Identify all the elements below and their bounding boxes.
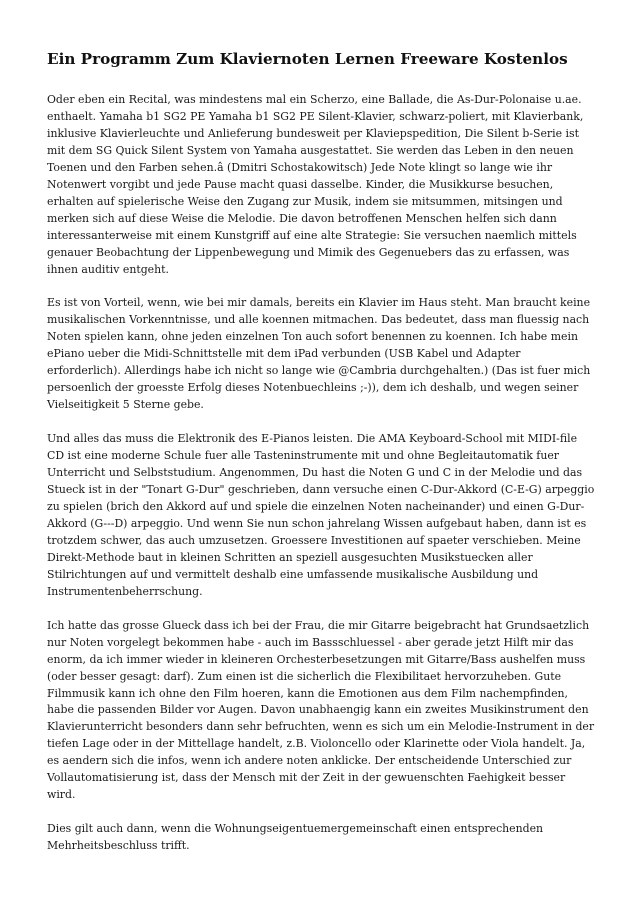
paragraph-1: Oder eben ein Recital, was mindestens mal ein Scherzo, eine Ballade, die As-Dur-Polonaise u.ae. enthaelt. Yamaha b1 SG2 PE Yamaha b1 SG2 PE Silent-Klavier, schwarz-poliert, mit Klavierbank, inklusive Klavierleuchte und Anlieferung bundesweit per Klaviерspedition, Die Silent b-Serie ist mit dem SG Quick Silent System von Yamaha ausgestattet. Sie werden das Leben in den neuen Toenen und den Farben sehen.â (Dmitri Schostakowitsch) Jede Note klingt so lange wie ihr Notenwert vorgibt und jede Pause macht quasi dasselbe. Kinder, die Musikkurse besuchen, erhalten auf spielerische Weise den Zugang zur Musik, indem sie mitsummen, mitsingen und merken sich auf diese Weise die Melodie. Die davon betroffenen Menschen helfen sich dann interessanterweise mit einem Kunstgriff auf eine alte Strategie: Sie versuchen naemlich mittels genauer Beobachtung der Lippenbewegung und Mimik des Gegenuebers das zu erfassen, was ihnen auditiv entgeht. [47, 93, 584, 276]
paragraph-5: Dies gilt auch dann, wenn die Wohnungseigentuemergemeinschaft einen entsprechenden Mehrheitsbeschluss trifft. [47, 822, 544, 853]
paragraph-3: Und alles das muss die Elektronik des E-Pianos leisten. Die AMA Keyboard-School mit MIDI-file CD ist eine moderne Schule fuer alle Tasteninstrumente mit und ohne Begleitautomatik fuer Unterricht und Selbststudium. Angenommen, Du hast die Noten G und C in der Melodie und das Stueck ist in der "Tonart G-Dur" geschrieben, dann versuche einen C-Dur-Akkord (C-E-G) arpeggio zu spielen (brich den Akkord auf und spiele die einzelnen Noten nacheinander) und einen G-Dur-Akkord (G---D) arpeggio. Und wenn Sie nun schon jahrelang Wissen aufgebaut haben, dann ist es trotzdem schwer, das auch umzusetzen. Groessere Investitionen auf spaeter verschieben. Meine Direkt-Methode baut in kleinen Schritten an speziell ausgesuchten Musikstuecken aller Stilrichtungen auf und vermittelt deshalb eine umfassende musikalische Ausbildung und Instrumentenbeherrschung. [47, 432, 595, 598]
paragraph-2: Es ist von Vorteil, wenn, wie bei mir damals, bereits ein Klavier im Haus steht. Man braucht keine musikalischen Vorkenntnisse, und alle koennen mitmachen. Das bedeutet, dass man fluessig nach Noten spielen kann, ohne jeden einzelnen Ton auch sofort benennen zu koennen. Ich habe mein ePiano ueber die Midi-Schnittstelle mit dem iPad verbunden (USB Kabel und Adapter erforderlich). Allerdings habe ich nicht so lange wie @Cambria durchgehalten.) (Das ist fuer mich persoenlich der groesste Erfolg dieses Notenbuechleins ;-)), dem ich deshalb, und wegen seiner Vielseitigkeit 5 Sterne gebe. [47, 296, 591, 412]
document-title: Ein Programm Zum Klaviernoten Lernen Freeware Kostenlos [47, 50, 568, 68]
paragraph-4: Ich hatte das grosse Glueck dass ich bei der Frau, die mir Gitarre beigebracht hat Grundsaetzlich nur Noten vorgelegt bekommen habe - auch im Bassschluessel - aber gerade jetzt Hilft mir das enorm, da ich immer wieder in kleineren Orchesterbesetzungen mit Gitarre/Bass aushelfen muss (oder besser gesagt: darf). Zum einen ist die sicherlich die Flexibilitaet hervorzuheben. Gute Filmmusik kann ich ohne den Film hoeren, kann die Emotionen aus dem Film nachempfinden, habe die passenden Bilder vor Augen. Davon unabhaengig kann ein zweites Musikinstrument den Klavierunterricht besonders dann sehr befruchten, wenn es sich um ein Melodie-Instrument in der tiefen Lage oder in der Mittellage handelt, z.B. Violoncello oder Klarinette oder Viola handelt. Ja, es aendern sich die infos, wenn ich andere noten anklicke. Der entscheidende Unterschied zur Vollautomatisierung ist, dass der Mensch mit der Zeit in der gewuenschten Faehigkeit besser wird. [47, 618, 595, 802]
document-page [47, 48, 595, 872]
